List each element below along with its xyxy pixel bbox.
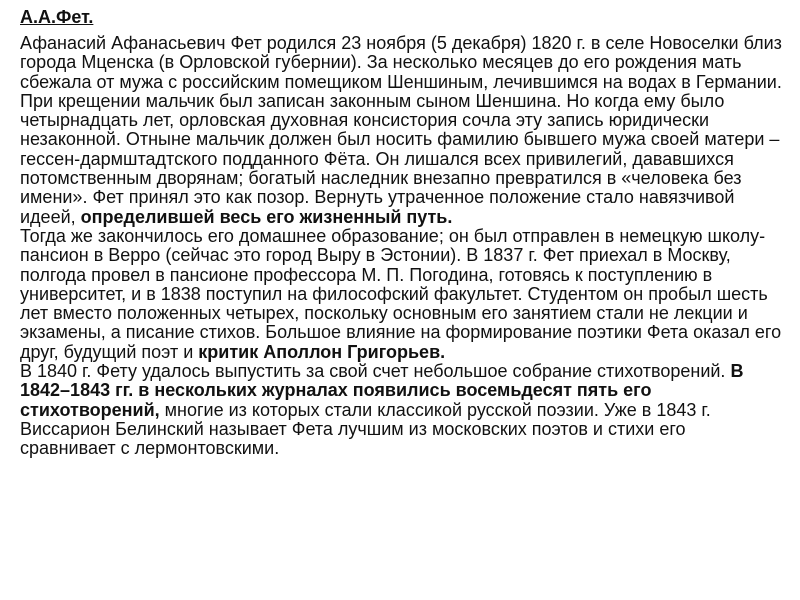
bold-text-run: В 1842–1843 гг. в нескольких журналах появились восемьдесят пять его стихотворений, <box>20 361 744 420</box>
text-run: В 1840 г. Фету удалось выпустить за свой счет небольшое собрание стихотворений. <box>20 361 731 382</box>
bold-text-run: определившей весь его жизненный путь. <box>80 206 453 227</box>
bold-text-run: критик Аполлон Григорьев. <box>198 341 446 362</box>
text-run: Тогда же закончилось его домашнее образование; он был отправлен в немецкую школу-пансион в Верро (сейчас это город Выру в Эстонии). В 1837 г. Фет приехал в Москву, полгода провел в пансионе профессора М. П. Погодина, готовясь к поступлению в университет, и в 1838 поступил на философский факультет. Студентом он пробыл шесть лет вместо положенных четырех, поскольку основным его занятием стали не лекции и экзамены, а писание стихов. Большое влияние на формирование поэтики Фета оказал его друг, будущий поэт и <box>20 225 782 362</box>
document-body <box>20 34 785 459</box>
text-run: многие из которых стали классикой русской поэзии. Уже в 1843 г. Виссарион Белинский называет Фета лучшим из московских поэтов и стихи его сравнивает с лермонтовскими. <box>20 399 711 459</box>
paragraph-birth <box>20 34 785 227</box>
text-run: Афанасий Афанасьевич Фет родился 23 ноября (5 декабря) 1820 г. в селе Новоселки близ города Мценска (в Орловской губернии). За несколько месяцев до его рождения мать сбежала от мужа с российским помещиком Шеншиным, лечившимся на водах в Германии. При крещении мальчик был записан законным сыном Шеншина. Но когда ему было четырнадцать лет, орловская духовная консистория сочла эту запись юридически незаконной. Отныне мальчик должен был носить фамилию бывшего мужа своей матери – гессен-дармштадтского подданного Фёта. Он лишался всех привилегий, дававшихся потомственным дворянам; богатый наследник внезапно превратился в «человека без имени». Фет принял это как позор. Вернуть утраченное положение стало навязчивой идеей, <box>20 33 782 227</box>
document-title: А.А.Фет. <box>20 7 94 27</box>
paragraph-education <box>20 227 785 362</box>
paragraph-first-publications <box>20 362 785 458</box>
